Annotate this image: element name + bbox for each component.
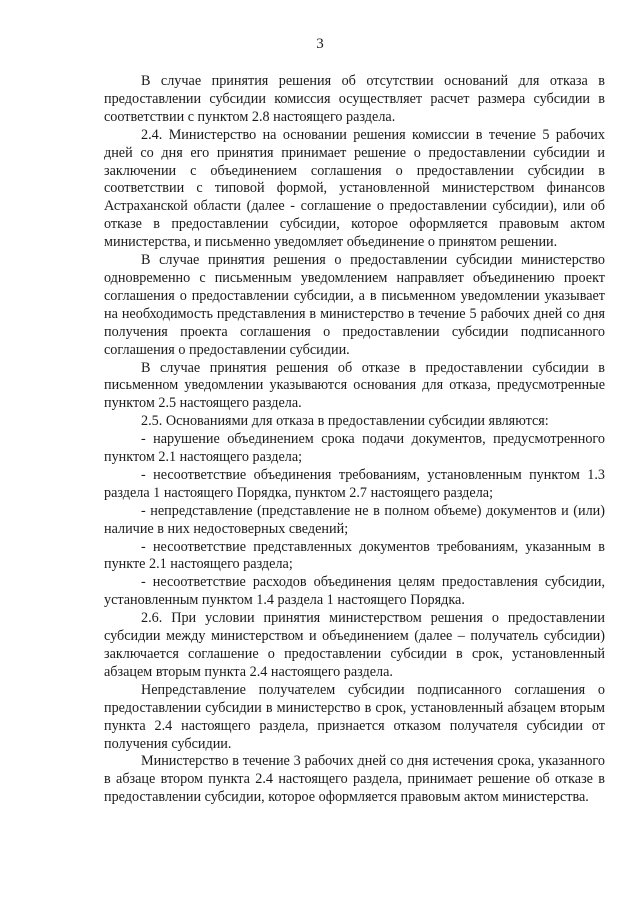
paragraph-2-4: 2.4. Министерство на основании решения комиссии в течение 5 рабочих дней со дня его принятия принимает решение о предоставлении субсидии и заключении с объединением соглашения о предоставлении субсидии в соответствии с типовой формой, установленной министерством финансов Астраханской области (далее - соглашение о предоставлении субсидии), или об отказе в предоставлении субсидии, которое оформляется правовым актом министерства, и письменно уведомляет объединение о принятом решении. xyxy=(104,126,605,251)
list-item-expenses-mismatch: - несоответствие расходов объединения целям предоставления субсидии, установленным пунктом 1.4 раздела 1 настоящего Порядка. xyxy=(104,574,605,609)
list-item-deadline-violation: - нарушение объединением срока подачи документов, предусмотренного пунктом 2.1 настоящего раздела; xyxy=(104,431,605,466)
page-number: 3 xyxy=(316,36,324,52)
paragraph-2-6: 2.6. При условии принятия министерством решения о предоставлении субсидии между министерством и объединением (далее – получатель субсидии) заключается соглашение о предоставлении субсидии в срок, установленный абзацем вторым пункта 2.4 настоящего раздела. xyxy=(104,610,605,680)
list-item-requirements-mismatch: - несоответствие объединения требованиям, установленным пунктом 1.3 раздела 1 настоящего Порядка, пунктом 2.7 настоящего раздела; xyxy=(104,466,605,501)
paragraph-non-submission: Непредставление получателем субсидии подписанного соглашения о предоставлении субсидии в министерство в срок, установленный абзацем вторым пункта 2.4 настоящего раздела, признается отказом получателя субсидии от получения субсидии. xyxy=(104,681,605,752)
paragraph-calculation: В случае принятия решения об отсутствии оснований для отказа в предоставлении субсидии комиссия осуществляет расчет размера субсидии в соответствии с пунктом 2.8 настоящего раздела. xyxy=(104,73,605,125)
paragraph-refusal-notice: В случае принятия решения об отказе в предоставлении субсидии в письменном уведомлении указываются основания для отказа, предусмотренные пунктом 2.5 настоящего раздела. xyxy=(104,359,605,412)
paragraph-2-5-heading: 2.5. Основаниями для отказа в предоставлении субсидии являются: xyxy=(141,413,549,430)
paragraph-approval-notice: В случае принятия решения о предоставлении субсидии министерство одновременно с письменным уведомлением направляет объединению проект соглашения о предоставлении субсидии, а в письменном уведомлении указывает на необходимость представления в министерство в течение 5 рабочих дней со дня получения проекта соглашения о предоставлении субсидии подписанного соглашения о предоставлении субсидии. xyxy=(104,252,605,358)
list-item-missing-documents: - непредставление (представление не в полном объеме) документов и (или) наличие в них недостоверных сведений; xyxy=(104,502,605,537)
list-item-documents-mismatch: - несоответствие представленных документов требованиям, указанным в пункте 2.1 настоящего раздела; xyxy=(104,538,605,573)
paragraph-ministry-decision: Министерство в течение 3 рабочих дней со дня истечения срока, указанного в абзаце втором пункта 2.4 настоящего раздела, принимает решение об отказе в предоставлении субсидии, которое оформляется правовым актом министерства. xyxy=(104,753,605,806)
document-body xyxy=(104,73,605,807)
